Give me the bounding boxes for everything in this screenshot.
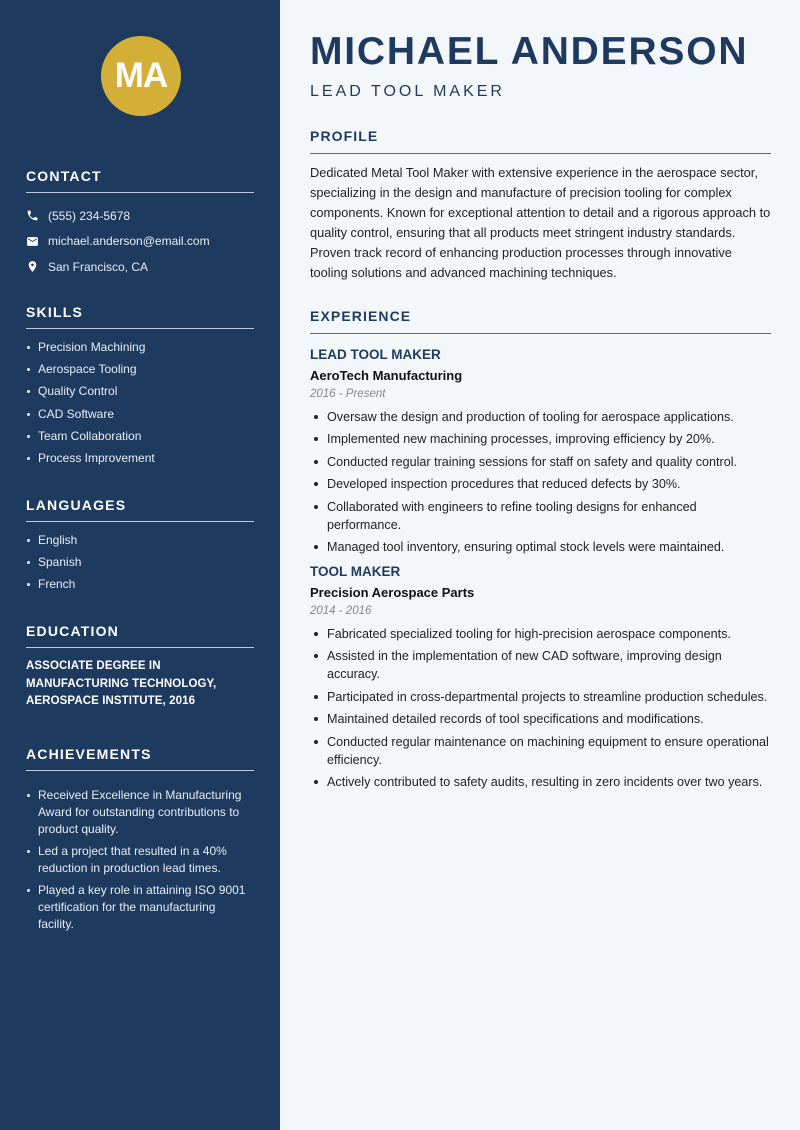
language-item: Spanish xyxy=(26,554,254,571)
skills-section xyxy=(26,304,254,472)
profile-heading: PROFILE xyxy=(310,128,771,154)
achievement-item: Played a key role in attaining ISO 9001 certification for the manufacturing facility. xyxy=(26,882,254,933)
job-bullet: Conducted regular maintenance on machining equipment to ensure operational efficiency. xyxy=(310,733,771,769)
achievements-list xyxy=(26,787,254,933)
contact-list xyxy=(26,203,254,280)
profile-section xyxy=(310,128,771,283)
job-entry xyxy=(310,564,771,791)
location-text: San Francisco, CA xyxy=(48,259,149,274)
experience-section xyxy=(310,308,771,795)
profile-text: Dedicated Metal Tool Maker with extensive experience in the aerospace sector, specializing in the design and manufacture of precision tooling for complex components. Known for exceptional attention to detail and a rigorous approach to quality control, ensuring that all products meet stringent industry standards. Proven track record of enhancing production processes through innovative tooling solutions and advanced machining techniques. xyxy=(310,165,771,280)
achievements-section xyxy=(26,746,254,938)
job-title: LEAD TOOL MAKER xyxy=(310,347,441,362)
sidebar xyxy=(0,0,280,1130)
job-title: TOOL MAKER xyxy=(310,563,401,579)
location-pin-icon xyxy=(26,260,39,273)
achievement-item: Received Excellence in Manufacturing Award for outstanding contributions to product quality. xyxy=(26,787,254,838)
contact-email xyxy=(26,229,254,255)
job-bullet: Developed inspection procedures that reduced defects by 30%. xyxy=(310,475,771,493)
job-bullet: Actively contributed to safety audits, resulting in zero incidents over two years. xyxy=(310,773,771,791)
job-entry xyxy=(310,347,771,556)
language-item: French xyxy=(26,576,254,593)
candidate-title: LEAD TOOL MAKER xyxy=(310,83,505,100)
contact-phone xyxy=(26,203,254,229)
job-bullet: Assisted in the implementation of new CAD software, improving design accuracy. xyxy=(310,647,771,683)
job-bullet: Oversaw the design and production of tooling for aerospace applications. xyxy=(310,408,771,426)
job-company: Precision Aerospace Parts xyxy=(310,584,475,600)
job-bullets xyxy=(310,625,771,791)
skill-item: Process Improvement xyxy=(26,450,254,467)
phone-icon xyxy=(26,209,39,222)
candidate-name: MICHAEL ANDERSON xyxy=(310,30,749,73)
education-entry: ASSOCIATE DEGREE IN MANUFACTURING TECHNOLOGY, AEROSPACE INSTITUTE, 2016 xyxy=(26,660,217,707)
skill-item: CAD Software xyxy=(26,406,254,423)
languages-list xyxy=(26,532,254,593)
phone-text: (555) 234-5678 xyxy=(48,208,131,223)
skill-item: Precision Machining xyxy=(26,339,254,356)
job-bullet: Collaborated with engineers to refine tooling designs for enhanced performance. xyxy=(310,498,771,534)
education-section xyxy=(26,623,254,711)
experience-heading: EXPERIENCE xyxy=(310,308,771,334)
job-bullet: Conducted regular training sessions for staff on safety and quality control. xyxy=(310,453,771,471)
job-bullet: Participated in cross-departmental projects to streamline production schedules. xyxy=(310,688,771,706)
skill-item: Team Collaboration xyxy=(26,428,254,445)
contact-section xyxy=(26,168,254,280)
avatar xyxy=(101,36,181,116)
language-item: English xyxy=(26,532,254,549)
skill-item: Aerospace Tooling xyxy=(26,361,254,378)
avatar-initials: MA xyxy=(114,56,168,95)
skill-item: Quality Control xyxy=(26,383,254,400)
job-bullet: Fabricated specialized tooling for high-precision aerospace components. xyxy=(310,625,771,643)
contact-location xyxy=(26,254,254,280)
languages-section xyxy=(26,497,254,599)
job-bullets xyxy=(310,408,771,556)
job-bullet: Maintained detailed records of tool specifications and modifications. xyxy=(310,710,771,728)
achievement-item: Led a project that resulted in a 40% reduction in production lead times. xyxy=(26,843,254,877)
email-text: michael.anderson@email.com xyxy=(48,234,210,249)
skills-heading: SKILLS xyxy=(26,304,254,329)
job-bullet: Implemented new machining processes, improving efficiency by 20%. xyxy=(310,430,771,448)
achievements-heading: ACHIEVEMENTS xyxy=(26,746,254,771)
job-bullet: Managed tool inventory, ensuring optimal stock levels were maintained. xyxy=(310,538,771,556)
job-dates: 2014 - 2016 xyxy=(310,604,372,617)
languages-heading: LANGUAGES xyxy=(26,497,254,522)
job-company: AeroTech Manufacturing xyxy=(310,368,463,383)
education-heading: EDUCATION xyxy=(26,623,254,648)
contact-heading: CONTACT xyxy=(26,168,254,193)
job-dates: 2016 - Present xyxy=(310,388,386,400)
email-icon xyxy=(26,235,39,248)
skills-list xyxy=(26,339,254,467)
